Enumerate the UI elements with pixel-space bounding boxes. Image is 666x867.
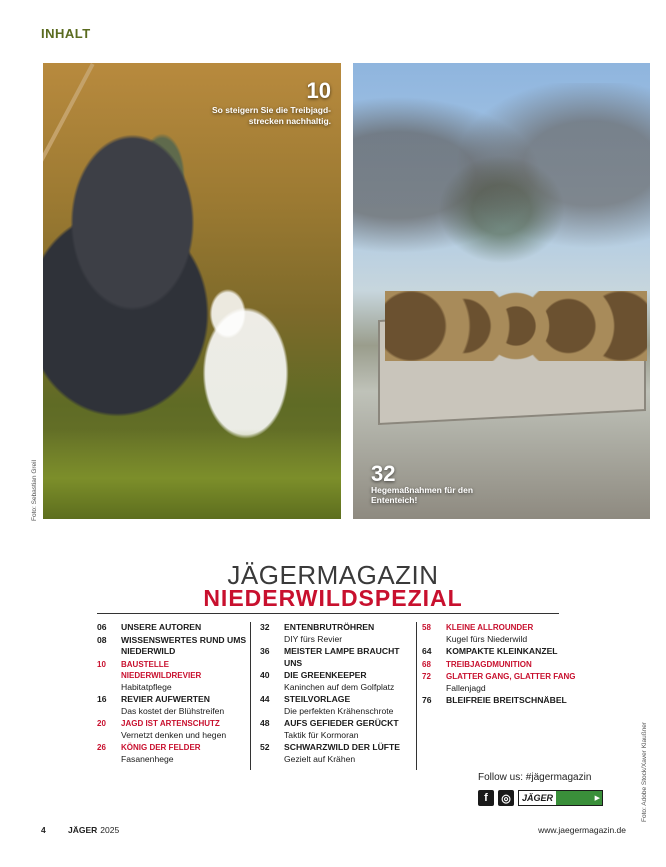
- toc-page-number: 76: [422, 695, 432, 705]
- toc-entry[interactable]: [422, 659, 597, 671]
- follow-us-text: Follow us: #jägermagazin: [478, 772, 592, 783]
- section-label: INHALT: [41, 26, 91, 41]
- toc-page-number: 36: [260, 646, 270, 656]
- toc-page-number: 06: [97, 622, 107, 632]
- toc-entry[interactable]: [97, 718, 247, 741]
- toc-entry[interactable]: [260, 694, 415, 717]
- toc-page-number: 08: [97, 634, 107, 645]
- photo-rolls: [385, 291, 647, 361]
- toc-page-number: 58: [422, 623, 431, 632]
- toc-title: TREIBJAGDMUNITION: [446, 659, 532, 669]
- toc-title: KÖNIG DER FELDER: [121, 743, 201, 752]
- toc-subtitle: Die perfekten Krähenschrote: [284, 705, 394, 716]
- photo-trailer-reeds: [353, 63, 650, 519]
- column-divider: [250, 622, 251, 770]
- toc-page-number: 16: [97, 694, 107, 704]
- photo-caption-text: So steigern Sie die Treibjagd-strecken nachhaltig.: [211, 105, 331, 126]
- toc-column-2: [260, 622, 415, 766]
- footer-brand: [68, 825, 119, 835]
- toc-subtitle: Fasanenhege: [121, 753, 174, 764]
- toc-title: BAUSTELLE NIEDERWILDREVIER: [121, 659, 202, 680]
- play-icon: ▶: [556, 791, 602, 805]
- photo-caption-left[interactable]: [211, 79, 331, 127]
- toc-page-number: 52: [260, 742, 270, 752]
- toc-page-number: 40: [260, 670, 270, 680]
- toc-title: MEISTER LAMPE BRAUCHT UNS: [284, 646, 400, 668]
- page-number: 4: [41, 825, 46, 835]
- toc-title: JAGD IST ARTENSCHUTZ: [121, 719, 220, 728]
- toc-page-number: 68: [422, 659, 431, 669]
- instagram-icon[interactable]: ◎: [498, 790, 514, 806]
- toc-entry[interactable]: [260, 718, 415, 741]
- photo-stick: [43, 63, 95, 215]
- toc-subtitle: Fallenjagd: [446, 682, 486, 693]
- toc-subtitle: Taktik für Kormoran: [284, 729, 359, 740]
- toc-page-number: 10: [97, 659, 106, 669]
- footer-year: 2025: [100, 825, 120, 835]
- toc-subtitle: DIY fürs Revier: [284, 633, 343, 644]
- toc-title: REVIER AUFWERTEN: [121, 694, 210, 704]
- magazine-title: JÄGERMAGAZIN: [227, 560, 439, 590]
- toc-title: STEILVORLAGE: [284, 694, 351, 704]
- facebook-icon[interactable]: f: [478, 790, 494, 806]
- toc-subtitle: Vernetzt denken und hegen: [121, 729, 227, 740]
- footer-brand-name: JÄGER: [68, 825, 98, 835]
- toc-page-number: 32: [260, 622, 270, 632]
- toc-title: BLEIFREIE BREITSCHNÄBEL: [446, 695, 567, 705]
- toc-entry[interactable]: [97, 622, 247, 634]
- magazine-subtitle: NIEDERWILDSPEZIAL: [203, 585, 463, 611]
- toc-subtitle: Das kostet der Blühstreifen: [121, 705, 225, 716]
- jaeger-brand-link[interactable]: [518, 790, 603, 806]
- toc-entry[interactable]: [97, 742, 247, 765]
- toc-title: DIE GREENKEEPER: [284, 670, 367, 680]
- photo-caption-text: Hegemaßnahmen für den Ententeich!: [371, 485, 474, 505]
- photo-trees: [353, 83, 650, 313]
- photo-credit-left: Foto: Sebastian Greil: [31, 459, 38, 521]
- toc-column-3: [422, 622, 597, 708]
- toc-entry[interactable]: [97, 635, 247, 658]
- column-divider: [416, 622, 417, 770]
- toc-subtitle: Gezielt auf Krähen: [284, 753, 356, 764]
- photo-hunter-dog: [43, 63, 341, 519]
- toc-entry[interactable]: [260, 670, 415, 693]
- website-link[interactable]: www.jaegermagazin.de: [538, 825, 626, 835]
- toc-entry[interactable]: [422, 622, 597, 645]
- toc-entry[interactable]: [260, 742, 415, 765]
- toc-entry[interactable]: [260, 646, 415, 669]
- toc-entry[interactable]: [260, 622, 415, 645]
- social-links: [478, 790, 603, 806]
- toc-title: GLATTER GANG, GLATTER FANG: [446, 672, 576, 681]
- toc-subtitle: Habitatpflege: [121, 681, 172, 692]
- toc-page-number: 44: [260, 694, 270, 704]
- toc-page-number: 72: [422, 672, 431, 681]
- toc-title: ENTENBRUTRÖHREN: [284, 622, 375, 632]
- toc-entry[interactable]: [422, 671, 597, 694]
- photo-caption-page: 10: [306, 78, 331, 103]
- toc-entry[interactable]: [97, 659, 247, 694]
- toc-page-number: 48: [260, 718, 270, 728]
- toc-page-number: 20: [97, 719, 106, 728]
- toc-entry[interactable]: [422, 646, 597, 658]
- toc-title: KLEINE ALLROUNDER: [446, 623, 534, 632]
- toc-title: AUFS GEFIEDER GERÜCKT: [284, 718, 399, 728]
- photo-credit-right: Foto: Adobe Stock/Xaver Klaußner: [641, 721, 648, 822]
- divider: [97, 613, 559, 614]
- toc-title: SCHWARZWILD DER LÜFTE: [284, 742, 401, 752]
- toc-subtitle: Kugel fürs Niederwild: [446, 633, 528, 644]
- toc-title: KOMPAKTE KLEINKANZEL: [446, 646, 558, 656]
- toc-column-1: [97, 622, 247, 766]
- toc-entry[interactable]: [422, 695, 597, 707]
- photo-caption-page: 32: [371, 461, 396, 486]
- photo-caption-right[interactable]: [371, 463, 511, 505]
- toc-subtitle: Kaninchen auf dem Golfplatz: [284, 681, 395, 692]
- toc-page-number: 26: [97, 743, 106, 752]
- toc-title: WISSENSWERTES RUND UMS NIEDERWILD: [121, 634, 247, 656]
- toc-page-number: 64: [422, 646, 432, 656]
- photo-grass: [43, 429, 341, 519]
- brand-logo-text: JÄGER: [522, 793, 554, 803]
- toc-title: UNSERE AUTOREN: [121, 622, 202, 632]
- toc-entry[interactable]: [97, 694, 247, 717]
